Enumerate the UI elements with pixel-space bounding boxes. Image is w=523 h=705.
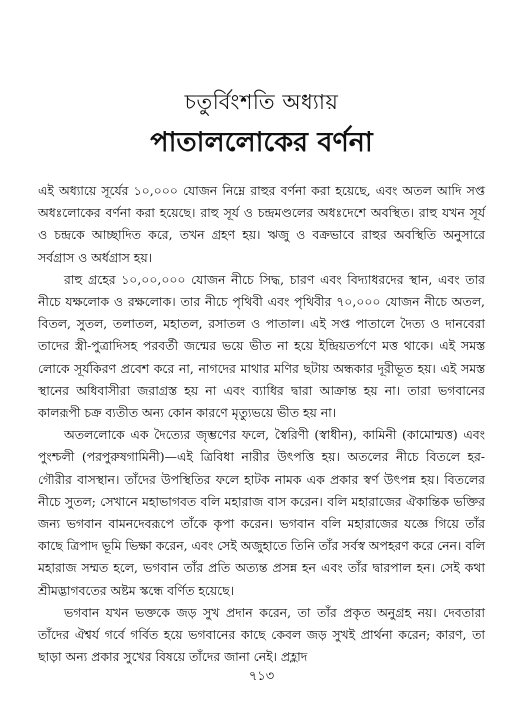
paragraph-lower-planets: রাহু গ্রহের ১০,০০,০০০ যোজন নীচে সিদ্ধ, চারণ এবং বিদ্যাধরদের স্থান, এবং তার নীচে যক্ষলোক ও রক্ষলোক। তার নীচে পৃথিবী এবং পৃথিবীর ৭০,০০০ যোজন নীচে অতল, বিতল, সুতল, তলাতল, মহাতল, রসাতল ও পাতাল। এই সপ্ত পাতালে দৈত্য ও দানবেরা তাদের স্ত্রী-পুত্রাদিসহ পরবর্তী জন্মের ভয়ে ভীত না হয়ে ইন্দ্রিয়তর্পণে মত্ত থাকে। এই সমস্ত লোকে সূর্যকিরণ প্রবেশ করে না, নাগদের মাথার মণির ছটায় অন্ধকার দূরীভূত হয়। এই সমস্ত স্থানের অধিবাসীরা জরাগ্রস্ত হয় না এবং ব্যাধির দ্বারা আক্রান্ত হয় না। তারা ভগবানের কালরূপী চক্র ব্যতীত অন্য কোন কারণে মৃত্যুভয়ে ভীত হয় না।: [38, 271, 485, 421]
page-number: ৭১৩: [248, 669, 275, 684]
paragraph-atala-vitala-sutala: অতললোকে এক দৈত্যের জৃম্ভণের ফলে, স্বৈরিণী (স্বাধীন), কামিনী (কামোন্মত্ত) এবং পুংশ্চলী (পরপুরুষগামিনী)—এই ত্রিবিধা নারীর উৎপত্তি হয়। অতলের নীচে বিতলে হর-গৌরীর বাসস্থান। তাঁদের উপস্থিতির ফলে হাটক নামক এক প্রকার স্বর্ণ উৎপন্ন হয়। বিতলের নীচে সুতল; সেখানে মহাভাগবত বলি মহারাজ বাস করেন। বলি মহারাজের ঐকান্তিক ভক্তির জন্য ভগবান বামনদেবরূপে তাঁকে কৃপা করেন। ভগবান বলি মহারাজের যজ্ঞে গিয়ে তাঁর কাছে ত্রিপাদ ভূমি ভিক্ষা করেন, এবং সেই অজুহাতে তিনি তাঁর সর্বস্ব অপহরণ করে নেন। বলি মহারাজ সম্মত হলে, ভগবান তাঁর প্রতি অত্যন্ত প্রসন্ন হন এবং তাঁর দ্বারপাল হন। সেই কথা শ্রীমদ্ভাগবতের অষ্টম স্কন্ধে বর্ণিত হয়েছে।: [38, 427, 485, 598]
paragraph-summary: এই অধ্যায়ে সূর্যের ১০,০০০ যোজন নিম্নে রাহুর বর্ণনা করা হয়েছে, এবং অতল আদি সপ্ত অধঃলোকের বর্ণনা করা হয়েছে। রাহু সূর্য ও চন্দ্রমণ্ডলের অধঃদেশে অবস্থিত। রাহু যখন সূর্য ও চন্দ্রকে আচ্ছাদিত করে, তখন গ্রহণ হয়। ঋজু ও বক্রভাবে রাহুর অবস্থিতি অনুসারে সর্বগ্রাস ও অর্ধগ্রাস হয়।: [38, 183, 485, 265]
paragraph-devotee-mercy: ভগবান যখন ভক্তকে জড় সুখ প্রদান করেন, তা তাঁর প্রকৃত অনুগ্রহ নয়। দেবতারা তাঁদের ঐশ্বর্য গর্বে গর্বিত হয়ে ভগবানের কাছে কেবল জড় সুখই প্রার্থনা করেন; কারণ, তা ছাড়া অন্য প্রকার সুখের বিষয়ে তাঁদের জানা নেই। প্রহ্লাদ: [38, 604, 485, 665]
chapter-body: [38, 180, 485, 668]
chapter-title: পাতাললোকের বর্ণনা: [150, 127, 373, 158]
chapter-number-heading: চতুর্বিংশতি অধ্যায়: [184, 90, 339, 114]
